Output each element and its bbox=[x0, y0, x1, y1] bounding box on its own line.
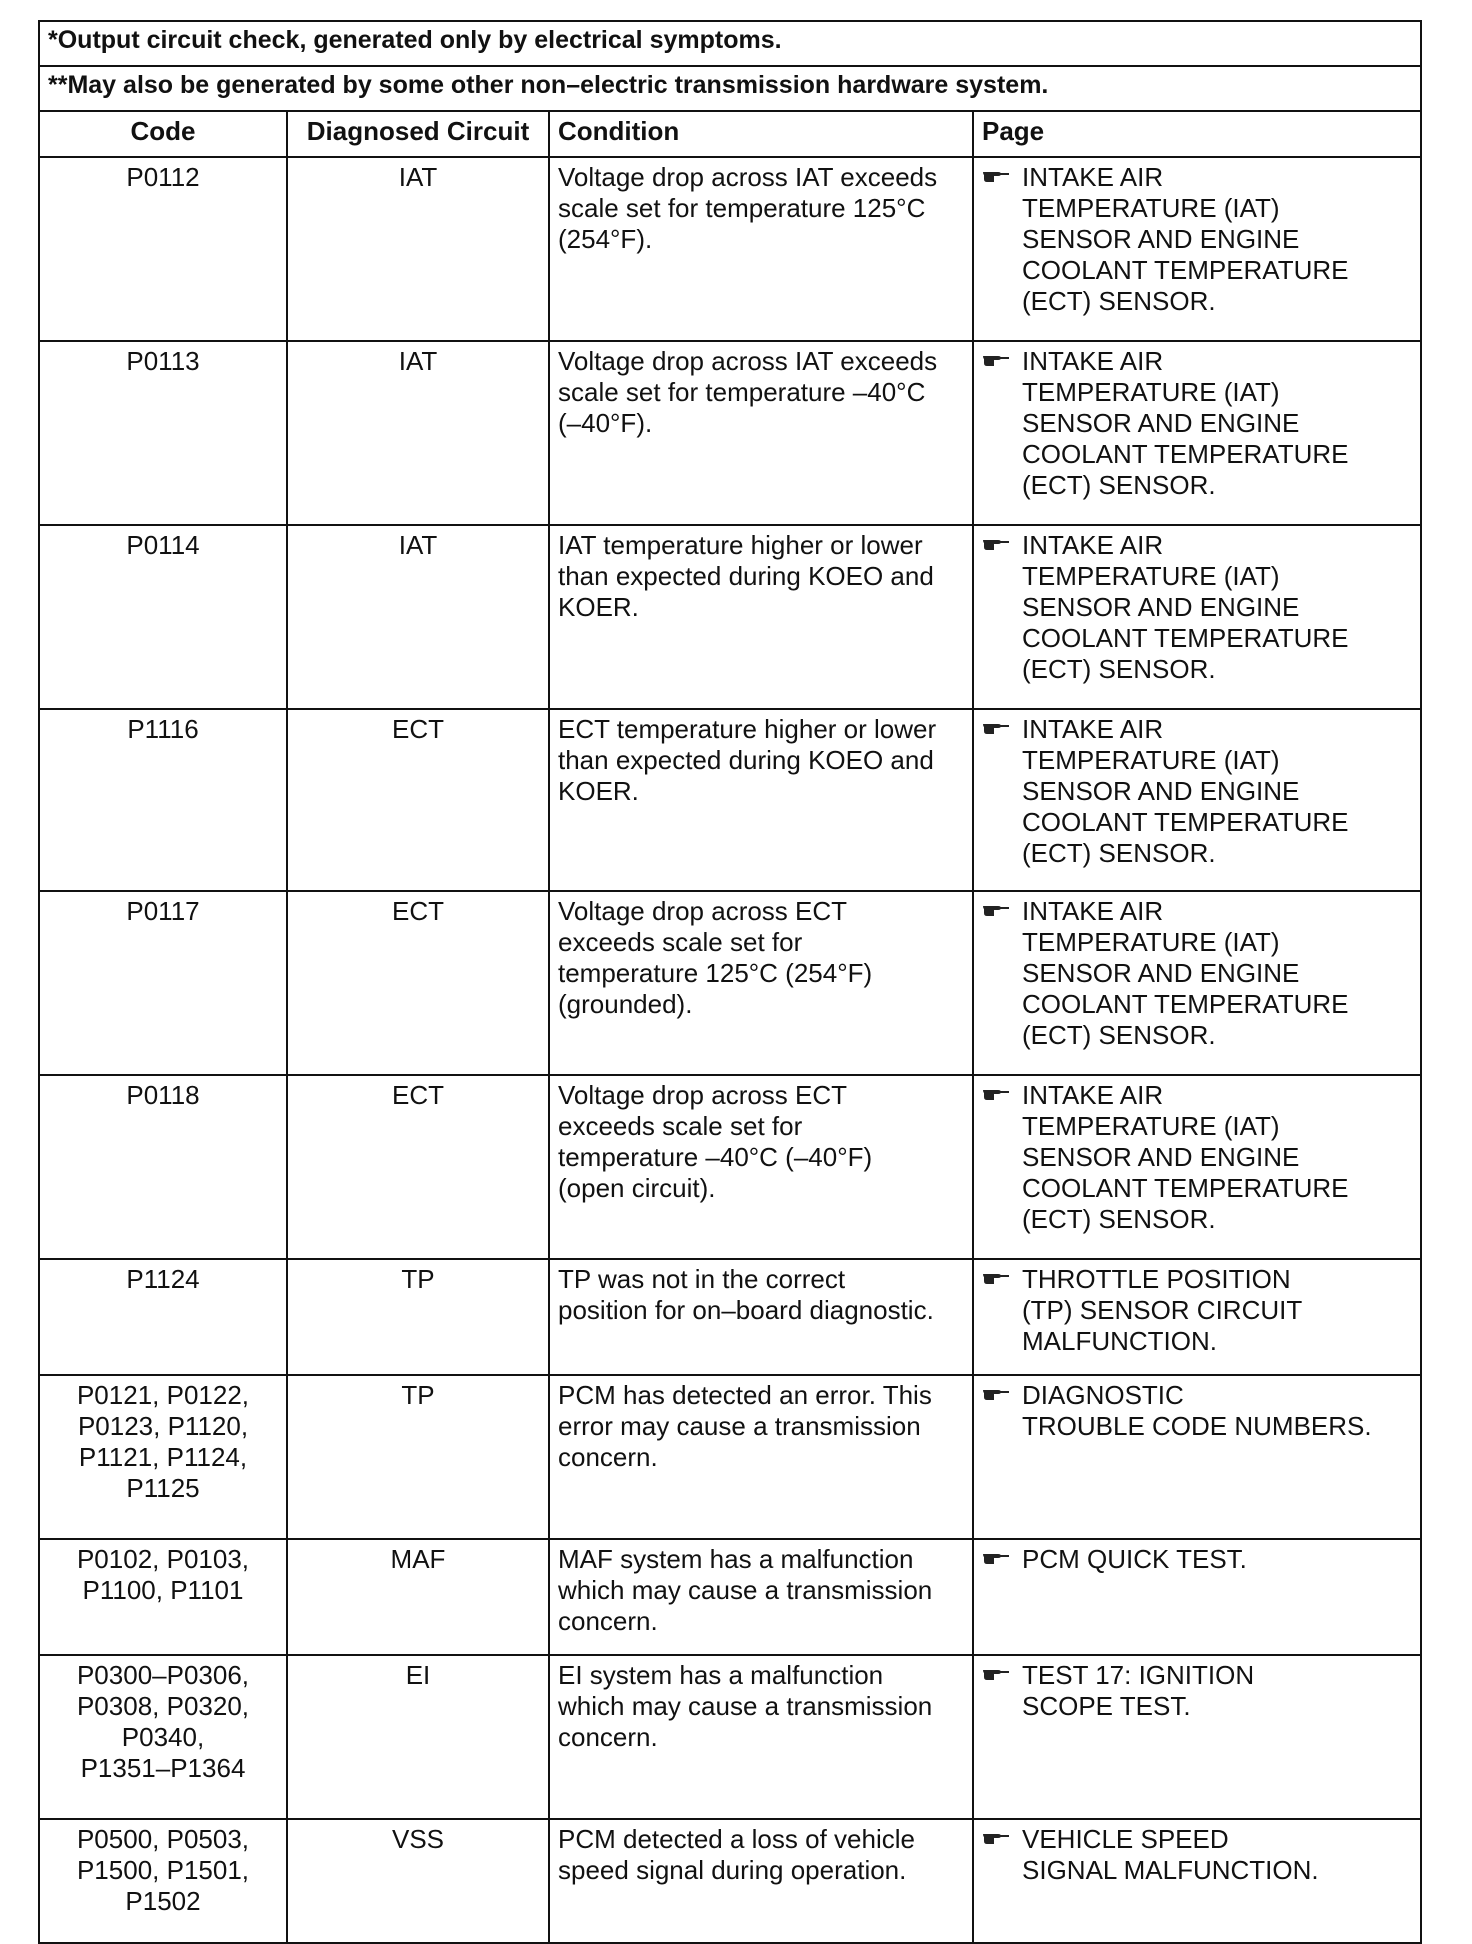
page-cell bbox=[973, 525, 1421, 709]
page-line: INTAKE AIR bbox=[1022, 1080, 1164, 1110]
condition-cell bbox=[549, 1075, 973, 1259]
page-cell bbox=[973, 157, 1421, 341]
page-line: SENSOR AND ENGINE bbox=[1022, 1142, 1300, 1172]
condition-cell bbox=[549, 1539, 973, 1655]
column-header-page: Page bbox=[973, 111, 1421, 157]
pointing-hand-icon bbox=[982, 1548, 1010, 1566]
circuit-text: VSS bbox=[391, 1824, 445, 1854]
code-cell bbox=[39, 1259, 287, 1375]
page-line: COOLANT TEMPERATURE bbox=[1022, 1173, 1349, 1203]
code-line: P1125 bbox=[126, 1473, 200, 1503]
code-line: P0123, P1120, bbox=[77, 1411, 249, 1441]
condition-line: Voltage drop across ECT bbox=[558, 1080, 848, 1110]
code-line: P1100, P1101 bbox=[82, 1575, 244, 1605]
page-line: COOLANT TEMPERATURE bbox=[1022, 623, 1349, 653]
table-row bbox=[39, 1539, 1421, 1655]
condition-line: (254°F). bbox=[558, 224, 653, 254]
page-line: SENSOR AND ENGINE bbox=[1022, 224, 1300, 254]
page-line: (ECT) SENSOR. bbox=[1022, 470, 1216, 500]
circuit-cell bbox=[287, 1259, 549, 1375]
circuit-text: IAT bbox=[398, 162, 438, 192]
circuit-text: IAT bbox=[398, 530, 438, 560]
column-header-circuit: Diagnosed Circuit bbox=[287, 111, 549, 157]
code-cell bbox=[39, 157, 287, 341]
page-line: TEMPERATURE (IAT) bbox=[1022, 927, 1280, 957]
condition-line: position for on–board diagnostic. bbox=[558, 1295, 934, 1325]
condition-line: Voltage drop across IAT exceeds bbox=[558, 346, 938, 376]
circuit-text: EI bbox=[405, 1660, 431, 1690]
page-line: SIGNAL MALFUNCTION. bbox=[1022, 1855, 1319, 1885]
condition-cell bbox=[549, 891, 973, 1075]
condition-line: which may cause a transmission bbox=[558, 1691, 933, 1721]
pointing-hand-icon bbox=[982, 1828, 1010, 1846]
table-row bbox=[39, 341, 1421, 525]
page-reference-text bbox=[1022, 1380, 1412, 1442]
condition-line: concern. bbox=[558, 1722, 658, 1752]
circuit-cell bbox=[287, 709, 549, 891]
condition-line: error may cause a transmission bbox=[558, 1411, 921, 1441]
page-line: COOLANT TEMPERATURE bbox=[1022, 807, 1349, 837]
footnote-output-circuit: *Output circuit check, generated only by electrical symptoms. bbox=[39, 21, 1421, 66]
page-reference-text bbox=[1022, 1080, 1412, 1235]
header-row bbox=[39, 111, 1421, 157]
circuit-text: IAT bbox=[398, 346, 438, 376]
condition-cell bbox=[549, 525, 973, 709]
code-cell bbox=[39, 891, 287, 1075]
condition-line: speed signal during operation. bbox=[558, 1855, 907, 1885]
code-cell bbox=[39, 525, 287, 709]
page-reference-text bbox=[1022, 1264, 1412, 1357]
code-cell bbox=[39, 709, 287, 891]
note-row-1 bbox=[39, 21, 1421, 66]
page-reference-text bbox=[1022, 530, 1412, 685]
code-line: P1116 bbox=[127, 714, 199, 744]
circuit-cell bbox=[287, 1655, 549, 1819]
page-line: (TP) SENSOR CIRCUIT bbox=[1022, 1295, 1303, 1325]
page-line: (ECT) SENSOR. bbox=[1022, 1020, 1216, 1050]
page-cell bbox=[973, 1819, 1421, 1943]
condition-line: IAT temperature higher or lower bbox=[558, 530, 923, 560]
page-reference-text bbox=[1022, 896, 1412, 1051]
page-line: TROUBLE CODE NUMBERS. bbox=[1022, 1411, 1372, 1441]
page-line: COOLANT TEMPERATURE bbox=[1022, 255, 1349, 285]
page-cell bbox=[973, 1375, 1421, 1539]
circuit-cell bbox=[287, 1075, 549, 1259]
code-cell bbox=[39, 341, 287, 525]
page-line: (ECT) SENSOR. bbox=[1022, 1204, 1216, 1234]
pointing-hand-icon bbox=[982, 718, 1010, 736]
code-line: P0102, P0103, bbox=[76, 1544, 250, 1574]
page-line: (ECT) SENSOR. bbox=[1022, 654, 1216, 684]
page-line: TEMPERATURE (IAT) bbox=[1022, 561, 1280, 591]
condition-cell bbox=[549, 157, 973, 341]
page-cell bbox=[973, 1259, 1421, 1375]
condition-line: PCM detected a loss of vehicle bbox=[558, 1824, 915, 1854]
code-cell bbox=[39, 1819, 287, 1943]
condition-cell bbox=[549, 1819, 973, 1943]
condition-line: temperature –40°C (–40°F) bbox=[558, 1142, 873, 1172]
circuit-cell bbox=[287, 1819, 549, 1943]
code-line: P1121, P1124, bbox=[78, 1442, 248, 1472]
page-line: VEHICLE SPEED bbox=[1022, 1824, 1229, 1854]
table-row bbox=[39, 157, 1421, 341]
page-line: INTAKE AIR bbox=[1022, 714, 1164, 744]
condition-line: than expected during KOEO and bbox=[558, 561, 934, 591]
pointing-hand-icon bbox=[982, 1664, 1010, 1682]
diagnostic-code-table bbox=[38, 20, 1422, 1944]
code-line: P0117 bbox=[126, 896, 200, 926]
condition-line: temperature 125°C (254°F) bbox=[558, 958, 873, 988]
page-line: PCM QUICK TEST. bbox=[1022, 1544, 1247, 1574]
condition-cell bbox=[549, 1655, 973, 1819]
pointing-hand-icon bbox=[982, 166, 1010, 184]
code-line: P0340, bbox=[121, 1722, 205, 1752]
circuit-text: MAF bbox=[390, 1544, 446, 1574]
page-line: TEMPERATURE (IAT) bbox=[1022, 1111, 1280, 1141]
page-cell bbox=[973, 341, 1421, 525]
page-line: INTAKE AIR bbox=[1022, 896, 1164, 926]
page-line: THROTTLE POSITION bbox=[1022, 1264, 1291, 1294]
condition-line: TP was not in the correct bbox=[558, 1264, 846, 1294]
code-line: P1351–P1364 bbox=[80, 1753, 246, 1783]
pointing-hand-icon bbox=[982, 350, 1010, 368]
page-line: SCOPE TEST. bbox=[1022, 1691, 1191, 1721]
condition-line: (–40°F). bbox=[558, 408, 653, 438]
table-row bbox=[39, 891, 1421, 1075]
page-line: INTAKE AIR bbox=[1022, 530, 1164, 560]
circuit-cell bbox=[287, 891, 549, 1075]
page-line: COOLANT TEMPERATURE bbox=[1022, 439, 1349, 469]
condition-line: than expected during KOEO and bbox=[558, 745, 934, 775]
condition-line: concern. bbox=[558, 1606, 658, 1636]
condition-line: scale set for temperature –40°C bbox=[558, 377, 926, 407]
code-line: P1502 bbox=[125, 1886, 201, 1916]
condition-line: KOER. bbox=[558, 592, 639, 622]
pointing-hand-icon bbox=[982, 1384, 1010, 1402]
page-reference-text bbox=[1022, 346, 1412, 501]
condition-line: Voltage drop across IAT exceeds bbox=[558, 162, 938, 192]
circuit-cell bbox=[287, 525, 549, 709]
page-line: SENSOR AND ENGINE bbox=[1022, 776, 1300, 806]
page-reference-text bbox=[1022, 1824, 1412, 1886]
condition-line: Voltage drop across ECT bbox=[558, 896, 848, 926]
page-line: (ECT) SENSOR. bbox=[1022, 286, 1216, 316]
page-cell bbox=[973, 709, 1421, 891]
circuit-text: TP bbox=[401, 1264, 435, 1294]
code-cell bbox=[39, 1375, 287, 1539]
table-row bbox=[39, 1075, 1421, 1259]
code-line: P0300–P0306, bbox=[76, 1660, 250, 1690]
condition-cell bbox=[549, 341, 973, 525]
page-line: TEMPERATURE (IAT) bbox=[1022, 745, 1280, 775]
condition-line: scale set for temperature 125°C bbox=[558, 193, 926, 223]
condition-line: exceeds scale set for bbox=[558, 1111, 803, 1141]
condition-line: MAF system has a malfunction bbox=[558, 1544, 914, 1574]
code-line: P0112 bbox=[126, 162, 200, 192]
circuit-text: TP bbox=[401, 1380, 435, 1410]
pointing-hand-icon bbox=[982, 1084, 1010, 1102]
page-line: SENSOR AND ENGINE bbox=[1022, 958, 1300, 988]
code-line: P0500, P0503, bbox=[76, 1824, 250, 1854]
condition-line: PCM has detected an error. This bbox=[558, 1380, 932, 1410]
condition-line: (open circuit). bbox=[558, 1173, 716, 1203]
circuit-cell bbox=[287, 157, 549, 341]
code-line: P0121, P0122, bbox=[76, 1380, 250, 1410]
page-cell bbox=[973, 1075, 1421, 1259]
circuit-cell bbox=[287, 1375, 549, 1539]
table-row bbox=[39, 1375, 1421, 1539]
pointing-hand-icon bbox=[982, 900, 1010, 918]
page-line: INTAKE AIR bbox=[1022, 346, 1164, 376]
table-row bbox=[39, 525, 1421, 709]
code-line: P0308, P0320, bbox=[76, 1691, 250, 1721]
code-line: P0118 bbox=[126, 1080, 200, 1110]
page-cell bbox=[973, 891, 1421, 1075]
table-row bbox=[39, 1819, 1421, 1943]
page-reference-text bbox=[1022, 1660, 1412, 1722]
page-line: COOLANT TEMPERATURE bbox=[1022, 989, 1349, 1019]
condition-line: exceeds scale set for bbox=[558, 927, 803, 957]
page-reference-text bbox=[1022, 162, 1412, 317]
page-line: SENSOR AND ENGINE bbox=[1022, 408, 1300, 438]
condition-line: concern. bbox=[558, 1442, 658, 1472]
page-cell bbox=[973, 1655, 1421, 1819]
circuit-text: ECT bbox=[392, 896, 444, 926]
column-header-condition: Condition bbox=[549, 111, 973, 157]
circuit-text: ECT bbox=[392, 1080, 444, 1110]
code-line: P0113 bbox=[126, 346, 200, 376]
page-line: (ECT) SENSOR. bbox=[1022, 838, 1216, 868]
pointing-hand-icon bbox=[982, 534, 1010, 552]
condition-line: ECT temperature higher or lower bbox=[558, 714, 937, 744]
code-line: P1500, P1501, bbox=[76, 1855, 250, 1885]
page-line: TEST 17: IGNITION bbox=[1022, 1660, 1255, 1690]
circuit-cell bbox=[287, 341, 549, 525]
condition-cell bbox=[549, 1375, 973, 1539]
condition-line: which may cause a transmission bbox=[558, 1575, 933, 1605]
page-reference-text bbox=[1022, 714, 1412, 869]
page-line: TEMPERATURE (IAT) bbox=[1022, 193, 1280, 223]
pointing-hand-icon bbox=[982, 1268, 1010, 1286]
condition-cell bbox=[549, 709, 973, 891]
condition-line: KOER. bbox=[558, 776, 639, 806]
code-line: P1124 bbox=[126, 1264, 200, 1294]
condition-line: (grounded). bbox=[558, 989, 693, 1019]
table-row bbox=[39, 1655, 1421, 1819]
code-cell bbox=[39, 1075, 287, 1259]
circuit-cell bbox=[287, 1539, 549, 1655]
condition-line: EI system has a malfunction bbox=[558, 1660, 884, 1690]
page-cell bbox=[973, 1539, 1421, 1655]
code-line: P0114 bbox=[126, 530, 200, 560]
page-line: DIAGNOSTIC bbox=[1022, 1380, 1184, 1410]
page-reference-text bbox=[1022, 1544, 1412, 1575]
page-line: MALFUNCTION. bbox=[1022, 1326, 1217, 1356]
column-header-code: Code bbox=[39, 111, 287, 157]
page-line: TEMPERATURE (IAT) bbox=[1022, 377, 1280, 407]
condition-cell bbox=[549, 1259, 973, 1375]
note-row-2 bbox=[39, 66, 1421, 111]
table-row bbox=[39, 709, 1421, 891]
page-line: INTAKE AIR bbox=[1022, 162, 1164, 192]
table-row bbox=[39, 1259, 1421, 1375]
footnote-non-electric: **May also be generated by some other non–electric transmission hardware system. bbox=[39, 66, 1421, 111]
circuit-text: ECT bbox=[392, 714, 444, 744]
code-cell bbox=[39, 1539, 287, 1655]
code-cell bbox=[39, 1655, 287, 1819]
page-line: SENSOR AND ENGINE bbox=[1022, 592, 1300, 622]
